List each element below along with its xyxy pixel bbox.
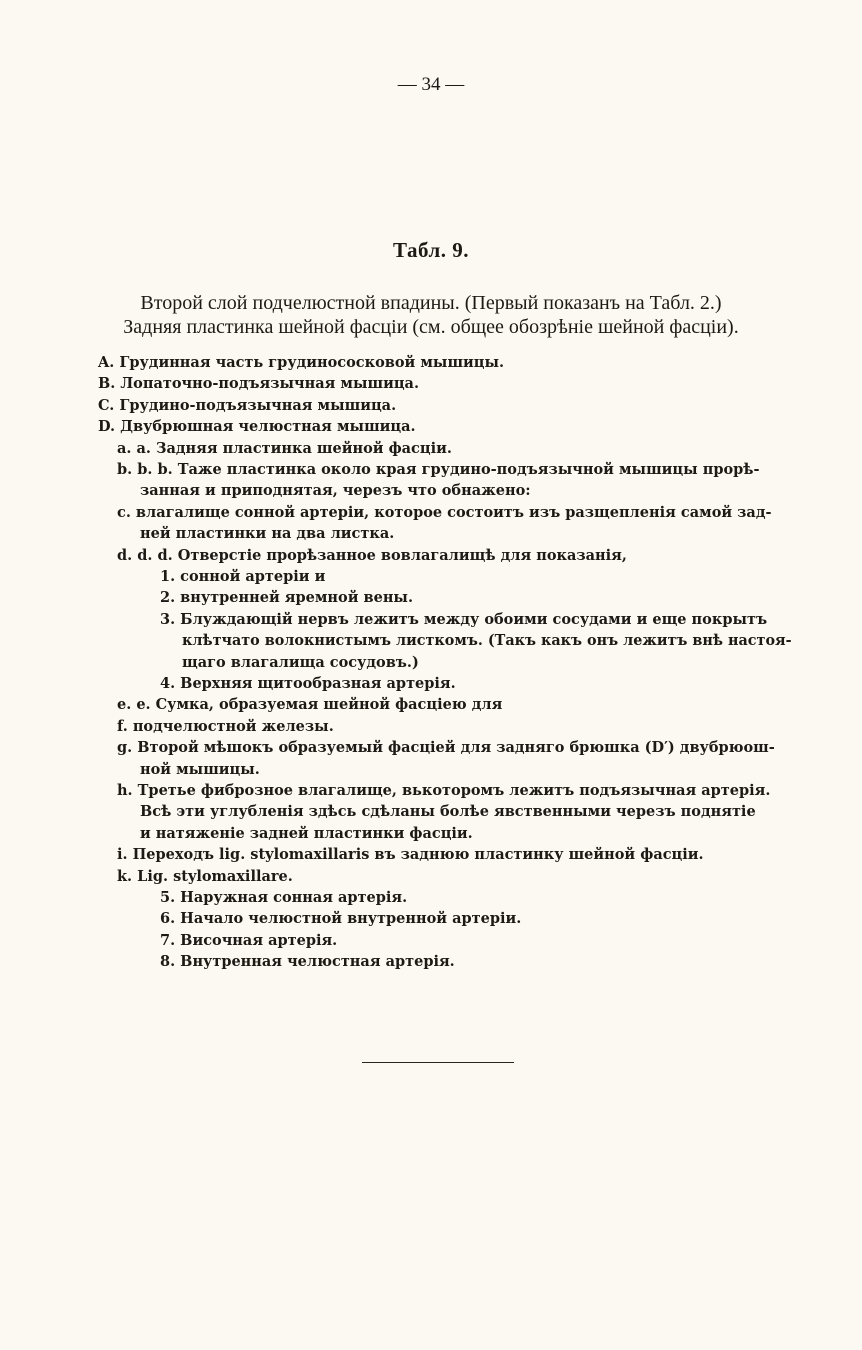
legend-entry: B. Лопаточно-подъязычная мышица. [98,375,420,393]
subtitle-line-2: Задняя пластинка шейной фасціи (см. общее обозрѣніе шейной фасціи). [123,316,739,338]
legend-entry: d. d. d. Отверстіе прорѣзанное вовлагалищѣ для показанія, [117,546,627,564]
legend-entry: 6. Начало челюстной внутренной артеріи. [160,910,522,928]
legend-entry: C. Грудино-подъязычная мышица. [98,396,397,414]
legend-entry: 1. сонной артеріи и [160,568,326,585]
legend-entry: a. a. Задняя пластинка шейной фасціи. [117,439,452,457]
legend-entry: клѣтчато волокнистымъ листкомъ. (Такъ какъ онъ лежитъ внѣ настоя- [182,632,792,650]
legend-entry: f. подчелюстной железы. [117,717,334,735]
legend-entry: щаго влагалища сосудовъ.) [182,653,419,671]
legend-entry: 7. Височная артерія. [160,931,338,949]
legend-entry: занная и приподнятая, черезъ что обнажено: [140,482,531,500]
legend-entry: h. Третье фиброзное влагалище, вькоторомъ лежитъ подъязычная артерія. [117,782,771,799]
legend-entry: D. Двубрюшная челюстная мышица. [98,418,416,436]
page-number: — 34 — [397,74,465,95]
legend-entry: 5. Наружная сонная артерія. [160,889,408,906]
legend-entry: b. b. b. Таже пластинка около края грудино-подъязычной мышицы прорѣ- [117,461,760,478]
legend-entry: A. Грудинная часть грудиноcосковой мышицы. [98,354,505,371]
legend-entry: k. Lig. stylomaxillare. [117,867,293,885]
legend-entry: ней пластинки на два листка. [140,525,395,543]
legend-entry: и натяженіе задней пластинки фасціи. [140,824,473,842]
legend-entry: ной мышицы. [140,760,260,778]
legend-entry: 4. Верхняя щитообразная артерія. [160,675,456,692]
legend-entry: 2. внутренней яремной вены. [160,589,414,607]
legend-entry: i. Переходъ lig. stylomaxillaris въ заднюю пластинку шейной фасціи. [117,846,704,864]
closing-rule [362,1062,514,1063]
table-title: Табл. 9. [393,238,469,262]
legend-entry: 3. Блуждающій нервъ лежитъ между обоими сосудами и еще покрытъ [160,610,768,628]
subtitle-line-1: Второй слой подчелюстной впадины. (Первый показанъ на Табл. 2.) [140,292,722,314]
legend-entry: e. e. Сумка, образуемая шейной фасціею для [117,696,503,714]
legend-entry: Всѣ эти углубленія здѣсь сдѣланы болѣе явственными черезъ поднятіе [140,803,756,821]
legend-entry: 8. Внутренная челюстная артерія. [160,953,455,971]
legend-entry: c. влагалище сонной артеріи, которое состоитъ изъ разщепленія самой зад- [117,503,772,521]
legend-entry: g. Второй мѣшокъ образуемый фасціей для задняго брюшка (D′) двубрюош- [117,739,775,757]
